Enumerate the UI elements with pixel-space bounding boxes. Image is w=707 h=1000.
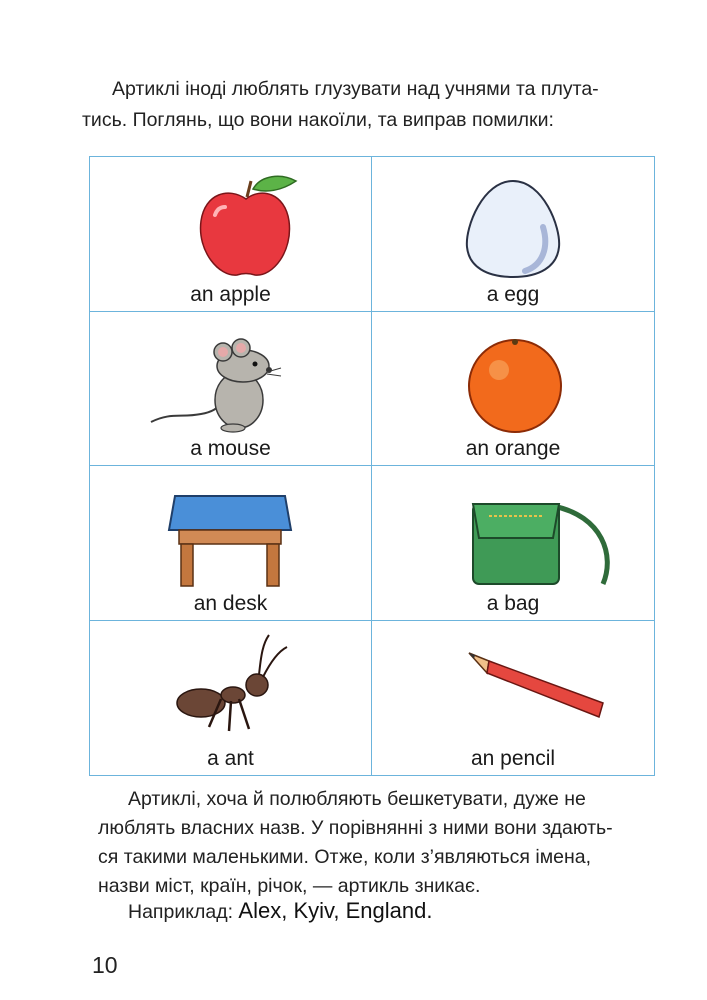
card-word: an apple <box>190 282 271 306</box>
card-word: an desk <box>193 591 268 615</box>
page-number: 10 <box>92 952 118 978</box>
card-desk <box>90 466 372 621</box>
card-bag <box>372 466 654 621</box>
rules-line-3: ся такими маленькими. Отже, коли з’являються імена, <box>98 846 592 868</box>
card-ant <box>90 621 372 776</box>
intro-line-1: Артиклі іноді люблять глузувати над учнями та плута- <box>112 78 599 100</box>
intro-line-2: тись. Поглянь, що вони накоїли, та виправ помилки: <box>82 109 554 131</box>
exercise-grid <box>89 156 655 776</box>
card-word: an orange <box>465 437 561 460</box>
example-names: Alex, Kyiv, England. <box>238 898 433 923</box>
rules-line-2: люблять власних назв. У порівнянні з ними вони здають- <box>98 817 613 839</box>
card-mouse <box>90 312 372 467</box>
card-word: a bag <box>486 591 540 615</box>
example-line <box>128 898 432 924</box>
intro-paragraph <box>82 74 657 136</box>
pencil-icon <box>403 631 623 743</box>
card-egg <box>372 157 654 312</box>
egg-icon <box>403 167 623 279</box>
bag-icon <box>403 476 623 588</box>
ant-icon <box>121 631 341 743</box>
card-word: an pencil <box>470 747 556 770</box>
card-orange <box>372 312 654 467</box>
apple-icon <box>121 167 341 279</box>
card-word: a ant <box>207 747 254 770</box>
mouse-icon <box>121 322 341 434</box>
rules-line-4: назви міст, країн, річок, — артикль зникає. <box>98 875 481 897</box>
rules-line-1: Артиклі, хоча й полюбляють бешкетувати, дуже не <box>128 788 586 810</box>
desk-icon <box>121 476 341 588</box>
card-pencil <box>372 621 654 776</box>
card-apple <box>90 157 372 312</box>
orange-icon <box>403 322 623 434</box>
rules-paragraph <box>98 785 658 901</box>
card-word: a mouse <box>190 437 271 460</box>
card-word: a egg <box>486 282 540 306</box>
example-label: Наприклад: <box>128 901 233 923</box>
